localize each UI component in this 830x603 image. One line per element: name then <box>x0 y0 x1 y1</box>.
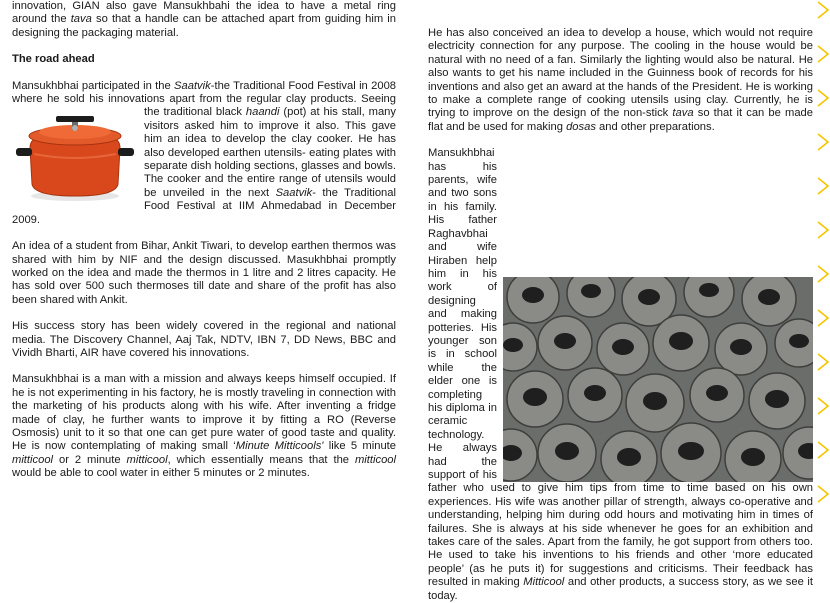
clay-pots-image <box>503 277 813 482</box>
clay-cooker-image <box>12 108 138 204</box>
house-paragraph: He has also conceived an idea to develop a house, which would not require electricity connection for any purpose. The cooling in the house would be natural with no need of a fan. Similarly the lighting would also be natural. He also wants to get his name included in the Guinness book of records for his inventions and also get an award at the hands of the President. He is working to make a complete range of cooking utensils using clay. Currently, he is trying to improve on the design of the non-stick tava so that it can be made flat and be used for making dosas and other preparations. <box>428 27 813 133</box>
mission-paragraph: Mansukhbhai is a man with a mission and always keeps himself occupied. If he is not experimenting in his factory, he is mostly traveling in connection with the marketing of his products along with his wife. After inventing a fridge made of clay, he further wants to improve it by fitting a RO (Reverse Osmosis) unit to it so that one can get pure water of good taste and quality. He is now contemplating of making small ‘Minute Mitticools' like 5 minute mitticool or 2 minute mitticool, which essentially means that the mitticool would be able to cool water in either 5 minutes or 2 minutes. <box>12 373 396 480</box>
clay-cooker-illustration <box>12 108 138 204</box>
section-heading: The road ahead <box>12 53 95 66</box>
thermos-paragraph: An idea of a student from Bihar, Ankit Tiwari, to develop earthen thermos was shared with him by NIF and the design discussed. Masukhbhai promptly worked on the idea and made the thermos in 1 litre and 2 litres capacity. He has sold over 500 such thermoses till date and share of the profit has also been shared with Ankit. <box>12 240 396 306</box>
festival-paragraph: Mansukhbhai participated in the Saatvik-the Traditional Food Festival in 2008 where he sold his innovations apart from the regular clay products. Seeing the traditional black haandi (pot) at his stall, many visitors asked him to improve it also. This gave him an idea to develop the clay cooker. He has also developed earthen utensils- eating plates with separate dish holding sections, glasses and bowls. The cooker and the entire range of utensils would be unveiled in the next Saatvik- the Traditional Food Festival at IIM Ahmedabad in December 2009. <box>12 79 397 226</box>
right-column <box>428 27 813 603</box>
decorative-edge <box>815 0 830 528</box>
left-column <box>12 0 396 481</box>
media-paragraph: His success story has been widely covered in the regional and national media. The Discovery Channel, Aaj Tak, NDTV, IBN 7, DD News, BBC and Vividh Bharti, AIR have covered his innovations. <box>12 320 396 359</box>
clay-pots-photo <box>503 277 813 482</box>
intro-paragraph: innovation, GIAN also gave Mansukhbahi the idea to have a metal ring around the tava so that a handle can be attached apart from guiding him in designing the packaging material. <box>12 0 396 39</box>
family-paragraph: Mansukhbhai has his parents, wife and two sons in his family. His father Raghavbhai and wife Hiraben help him in his work of designing and making potteries. His younger son is in school while the elder one is completing his diploma in ceramic technology. He always had the support of his father who used to give him tips from time to time based on his own experiences. His wife was another pillar of strength, always co-operative and understanding, helping him during odd hours and motivating him in times of failures. She is always at his side whenever he goes for an exhibition and takes care of the sales. Apart from the family, he got support from others too. He used to take his inventions to his friends and other ‘more educated people’ (as he puts it) for suggestions and criticisms. Their feedback has resulted in making Mitticool and other products, a success story, as we see it today. <box>428 147 813 603</box>
chevron-border-icon <box>815 0 830 528</box>
